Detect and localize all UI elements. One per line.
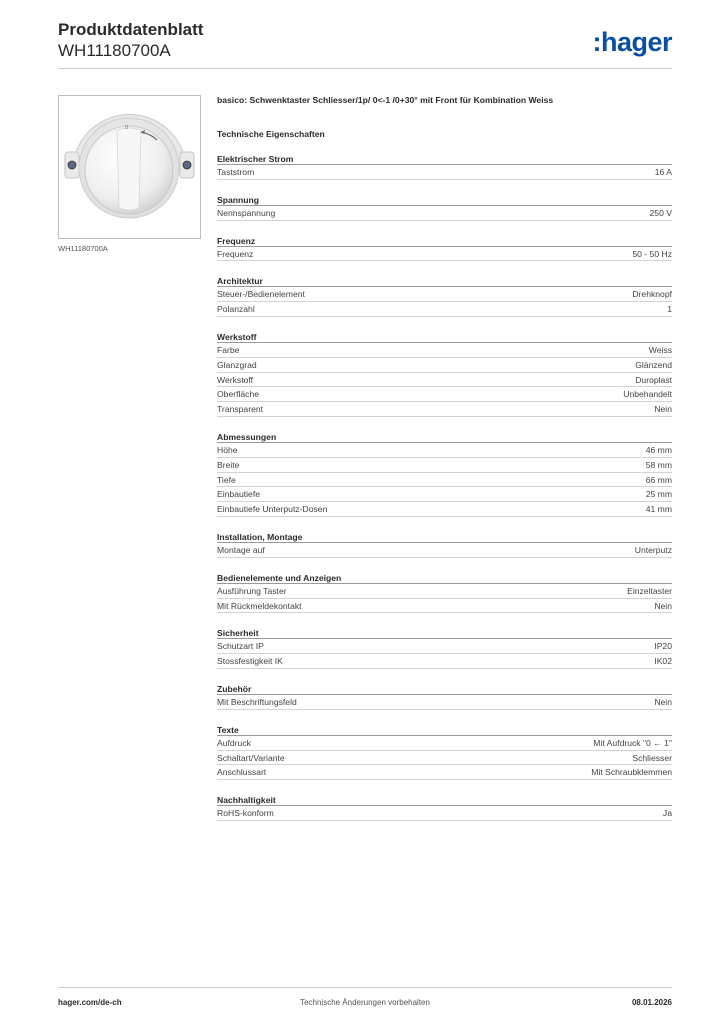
spec-label: Schutzart IP <box>217 641 264 652</box>
spec-row <box>217 806 672 821</box>
spec-row <box>217 584 672 599</box>
spec-label: Oberfläche <box>217 389 260 400</box>
spec-value: Nein <box>654 404 672 415</box>
spec-section <box>217 683 672 710</box>
spec-value: 25 mm <box>645 489 672 500</box>
spec-row <box>217 402 672 417</box>
page-title: Produktdatenblatt <box>58 20 204 39</box>
spec-label: Frequenz <box>217 248 254 259</box>
spec-label: Taststrom <box>217 167 255 177</box>
spec-row <box>217 736 672 751</box>
rotary-switch-product-photo-icon <box>59 96 200 238</box>
spec-section <box>217 275 672 317</box>
spec-row <box>217 639 672 654</box>
spec-value: Nein <box>654 600 672 611</box>
spec-label: Steuer-/Bedienelement <box>217 289 305 300</box>
spec-section <box>217 431 672 517</box>
spec-row <box>217 206 672 221</box>
image-caption: WH11180700A <box>58 244 108 253</box>
spec-row <box>217 599 672 614</box>
spec-section <box>217 153 672 180</box>
section-title: Abmessungen <box>217 431 672 443</box>
footer-date: 08.01.2026 <box>631 998 672 1007</box>
spec-row <box>217 387 672 402</box>
spec-section <box>217 331 672 417</box>
spec-value: Mit Schraubklemmen <box>591 767 672 778</box>
product-description: basico: Schwenktaster Schliesser/1p/ 0<-1 /0+30° mit Front für Kombination Weiss <box>217 95 554 105</box>
spec-row <box>217 343 672 358</box>
spec-label: RoHS-konform <box>217 808 274 819</box>
spec-row <box>217 751 672 766</box>
footer-divider <box>58 987 672 988</box>
spec-row <box>217 543 672 558</box>
spec-row <box>217 443 672 458</box>
spec-label: Polanzahl <box>217 304 255 315</box>
spec-row <box>217 473 672 488</box>
spec-row <box>217 358 672 373</box>
spec-label: Nennspannung <box>217 207 276 218</box>
section-title: Werkstoff <box>217 331 672 343</box>
spec-value: 66 mm <box>645 474 672 485</box>
section-title: Texte <box>217 724 672 736</box>
spec-section <box>217 794 672 821</box>
spec-value: Weiss <box>648 344 672 355</box>
page-footer <box>58 998 672 1010</box>
spec-value: Unbehandelt <box>623 389 672 400</box>
footer-disclaimer: Technische Änderungen vorbehalten <box>300 998 430 1007</box>
tech-heading: Technische Eigenschaften <box>217 129 325 139</box>
product-image <box>58 95 201 239</box>
spec-value: Schliesser <box>632 752 672 763</box>
spec-label: Schaltart/Variante <box>217 752 285 763</box>
hager-logo: :hager <box>592 27 672 57</box>
spec-value: IK02 <box>654 656 672 667</box>
spec-label: Mit Rückmeldekontakt <box>217 600 302 611</box>
section-title: Zubehör <box>217 683 672 695</box>
spec-row <box>217 458 672 473</box>
spec-label: Tiefe <box>217 474 236 485</box>
spec-row <box>217 247 672 262</box>
spec-value: 1 <box>667 304 672 315</box>
spec-row <box>217 302 672 317</box>
spec-value: Drehknopf <box>632 289 672 300</box>
spec-row <box>217 165 672 180</box>
spec-label: Stossfestigkeit IK <box>217 656 283 667</box>
spec-value: IP20 <box>654 641 672 652</box>
spec-label: Breite <box>217 459 240 470</box>
spec-value: 50 - 50 Hz <box>632 248 672 259</box>
spec-row <box>217 373 672 388</box>
spec-label: Höhe <box>217 444 238 455</box>
spec-value: 41 mm <box>645 504 672 515</box>
spec-section <box>217 194 672 221</box>
section-title: Sicherheit <box>217 627 672 639</box>
spec-value: 58 mm <box>645 459 672 470</box>
spec-row <box>217 287 672 302</box>
spec-section <box>217 627 672 669</box>
spec-content <box>217 94 672 821</box>
spec-section <box>217 531 672 558</box>
spec-label: Transparent <box>217 404 264 415</box>
spec-value: Nein <box>654 696 672 707</box>
spec-value: Unterputz <box>634 544 672 555</box>
section-title: Spannung <box>217 194 672 206</box>
spec-row <box>217 765 672 780</box>
spec-label: Mit Beschriftungsfeld <box>217 696 297 707</box>
spec-value: 250 V <box>649 207 672 218</box>
spec-value: Mit Aufdruck "0 ← 1" <box>593 737 672 748</box>
header-divider <box>58 68 672 69</box>
spec-label: Aufdruck <box>217 737 251 748</box>
spec-value: Einzeltaster <box>627 585 672 596</box>
spec-label: Einbautiefe Unterputz-Dosen <box>217 504 328 515</box>
spec-value: 16 A <box>654 167 672 177</box>
spec-label: Farbe <box>217 344 240 355</box>
section-title: Bedienelemente und Anzeigen <box>217 572 672 584</box>
footer-website: hager.com/de-ch <box>58 998 122 1007</box>
article-number: WH11180700A <box>58 41 171 60</box>
spec-label: Werkstoff <box>217 374 253 385</box>
page-header <box>58 20 672 70</box>
spec-row <box>217 502 672 517</box>
spec-row <box>217 487 672 502</box>
spec-label: Montage auf <box>217 544 265 555</box>
spec-section <box>217 235 672 262</box>
spec-value: Glänzend <box>635 359 672 370</box>
spec-section <box>217 572 672 614</box>
svg-text:0: 0 <box>125 125 129 131</box>
section-title: Installation, Montage <box>217 531 672 543</box>
spec-section <box>217 724 672 780</box>
spec-row <box>217 654 672 669</box>
section-title: Architektur <box>217 275 672 287</box>
spec-value: Duroplast <box>635 374 672 385</box>
spec-value: 46 mm <box>645 444 672 455</box>
section-title: Elektrischer Strom <box>217 153 672 165</box>
spec-label: Einbautiefe <box>217 489 261 500</box>
section-title: Frequenz <box>217 235 672 247</box>
section-title: Nachhaltigkeit <box>217 794 672 806</box>
spec-row <box>217 695 672 710</box>
spec-label: Ausführung Taster <box>217 585 287 596</box>
spec-label: Glanzgrad <box>217 359 257 370</box>
spec-value: Ja <box>662 808 672 819</box>
spec-label: Anschlussart <box>217 767 267 778</box>
spec-sections <box>217 153 672 821</box>
